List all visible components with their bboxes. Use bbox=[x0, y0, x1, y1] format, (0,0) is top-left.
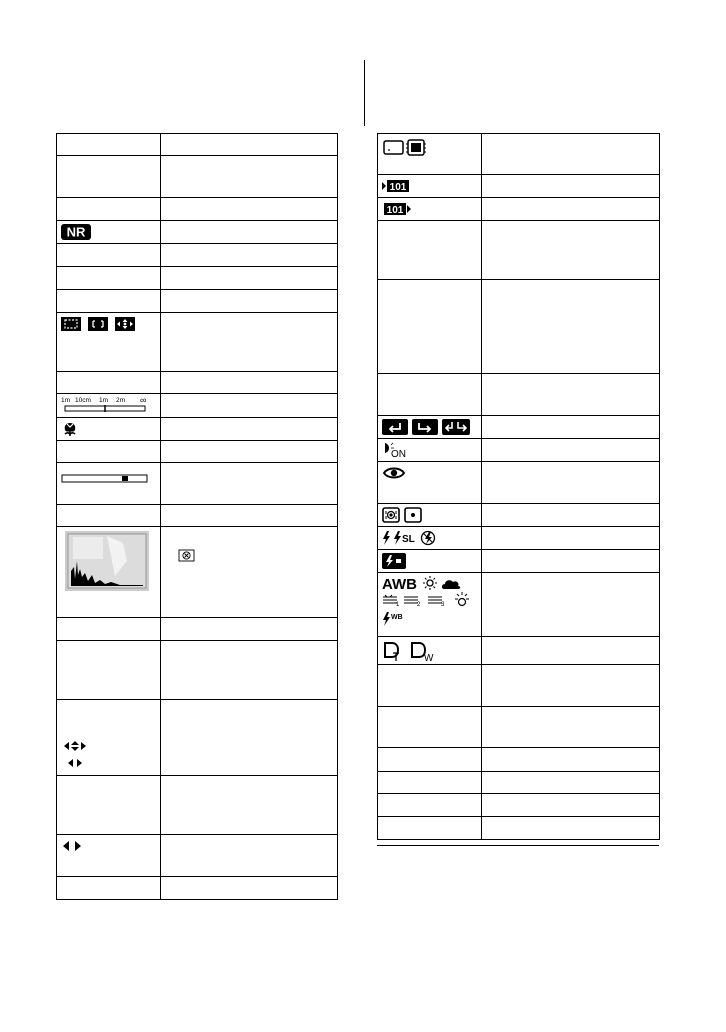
table-row bbox=[57, 244, 338, 267]
table-row bbox=[378, 794, 660, 817]
daylight-sync-icons bbox=[382, 640, 448, 662]
table-row bbox=[57, 156, 338, 198]
awb-label: AWB bbox=[382, 576, 417, 593]
table-row bbox=[378, 504, 660, 527]
table-row bbox=[378, 198, 660, 221]
cancel-circle-x-icon bbox=[178, 549, 196, 563]
table-row bbox=[378, 707, 660, 748]
flash-level-icon bbox=[382, 553, 408, 569]
focus-distance-scale-icon bbox=[61, 395, 151, 415]
svg-text:3: 3 bbox=[441, 602, 445, 608]
exposure-bar-icon bbox=[61, 474, 149, 484]
page-divider-line bbox=[364, 60, 365, 126]
histogram-thumbnail-image bbox=[65, 531, 149, 591]
scale-label: ∞ bbox=[140, 395, 147, 405]
table-row bbox=[378, 573, 660, 637]
table-row bbox=[378, 748, 660, 772]
right-table bbox=[377, 133, 660, 840]
svg-text:1: 1 bbox=[396, 602, 400, 608]
white-balance-icons bbox=[382, 575, 480, 629]
table-row bbox=[57, 394, 338, 418]
left-right-arrows-icon bbox=[61, 840, 85, 852]
flash-wb-label: WB bbox=[391, 614, 403, 621]
metering-mode-icons bbox=[382, 507, 424, 523]
table-row bbox=[57, 372, 338, 394]
table-row bbox=[57, 877, 338, 900]
left-table bbox=[56, 133, 338, 900]
table-row bbox=[57, 418, 338, 441]
arrow-keys-icon bbox=[61, 740, 91, 770]
table-row bbox=[57, 505, 338, 527]
table-row bbox=[57, 527, 338, 618]
table-row bbox=[378, 817, 660, 840]
table-row bbox=[57, 463, 338, 505]
table-row bbox=[57, 441, 338, 463]
folder-number-label: 101 bbox=[389, 181, 407, 193]
table-row bbox=[57, 134, 338, 156]
flash-mode-icons bbox=[382, 530, 452, 546]
table-row bbox=[57, 835, 338, 877]
eye-icon bbox=[382, 465, 406, 481]
bottom-rule bbox=[377, 845, 659, 846]
table-row bbox=[378, 439, 660, 462]
table-row bbox=[378, 134, 660, 175]
svg-text:2: 2 bbox=[417, 602, 421, 608]
noise-reduction-icon bbox=[61, 224, 91, 240]
macro-tulip-icon bbox=[61, 421, 79, 437]
scale-label: 1m bbox=[99, 397, 109, 404]
table-row bbox=[378, 221, 660, 280]
scale-label: 2m bbox=[116, 397, 126, 404]
table-row bbox=[57, 700, 338, 776]
table-row bbox=[378, 280, 660, 374]
table-row bbox=[57, 198, 338, 221]
table-row bbox=[57, 290, 338, 313]
table-row bbox=[378, 462, 660, 504]
table-row bbox=[57, 776, 338, 835]
daylight-w-label: W bbox=[424, 653, 434, 662]
nr-label: NR bbox=[66, 224, 86, 240]
slow-sync-label: SL bbox=[402, 533, 415, 545]
scale-label: 1m bbox=[61, 397, 71, 404]
table-row bbox=[57, 221, 338, 244]
table-row bbox=[378, 416, 660, 439]
table-row bbox=[378, 374, 660, 416]
folder-101-play-icon bbox=[382, 179, 412, 193]
table-row bbox=[378, 550, 660, 573]
redeye-on-icon bbox=[382, 442, 412, 458]
table-row bbox=[57, 618, 338, 641]
table-row bbox=[378, 665, 660, 707]
table-row bbox=[378, 175, 660, 198]
table-row bbox=[378, 527, 660, 550]
memory-card-icons bbox=[382, 138, 428, 156]
table-row bbox=[57, 641, 338, 700]
table-row bbox=[57, 267, 338, 290]
scale-label: 10cm bbox=[75, 397, 91, 404]
table-row bbox=[378, 637, 660, 665]
image-rotation-icons bbox=[382, 419, 472, 435]
folder-101-rec-icon bbox=[382, 202, 412, 216]
table-row bbox=[57, 313, 338, 372]
folder-number-label: 101 bbox=[386, 204, 404, 216]
af-range-frame-icons bbox=[61, 316, 137, 332]
table-row bbox=[378, 772, 660, 794]
on-label: ON bbox=[391, 448, 406, 458]
